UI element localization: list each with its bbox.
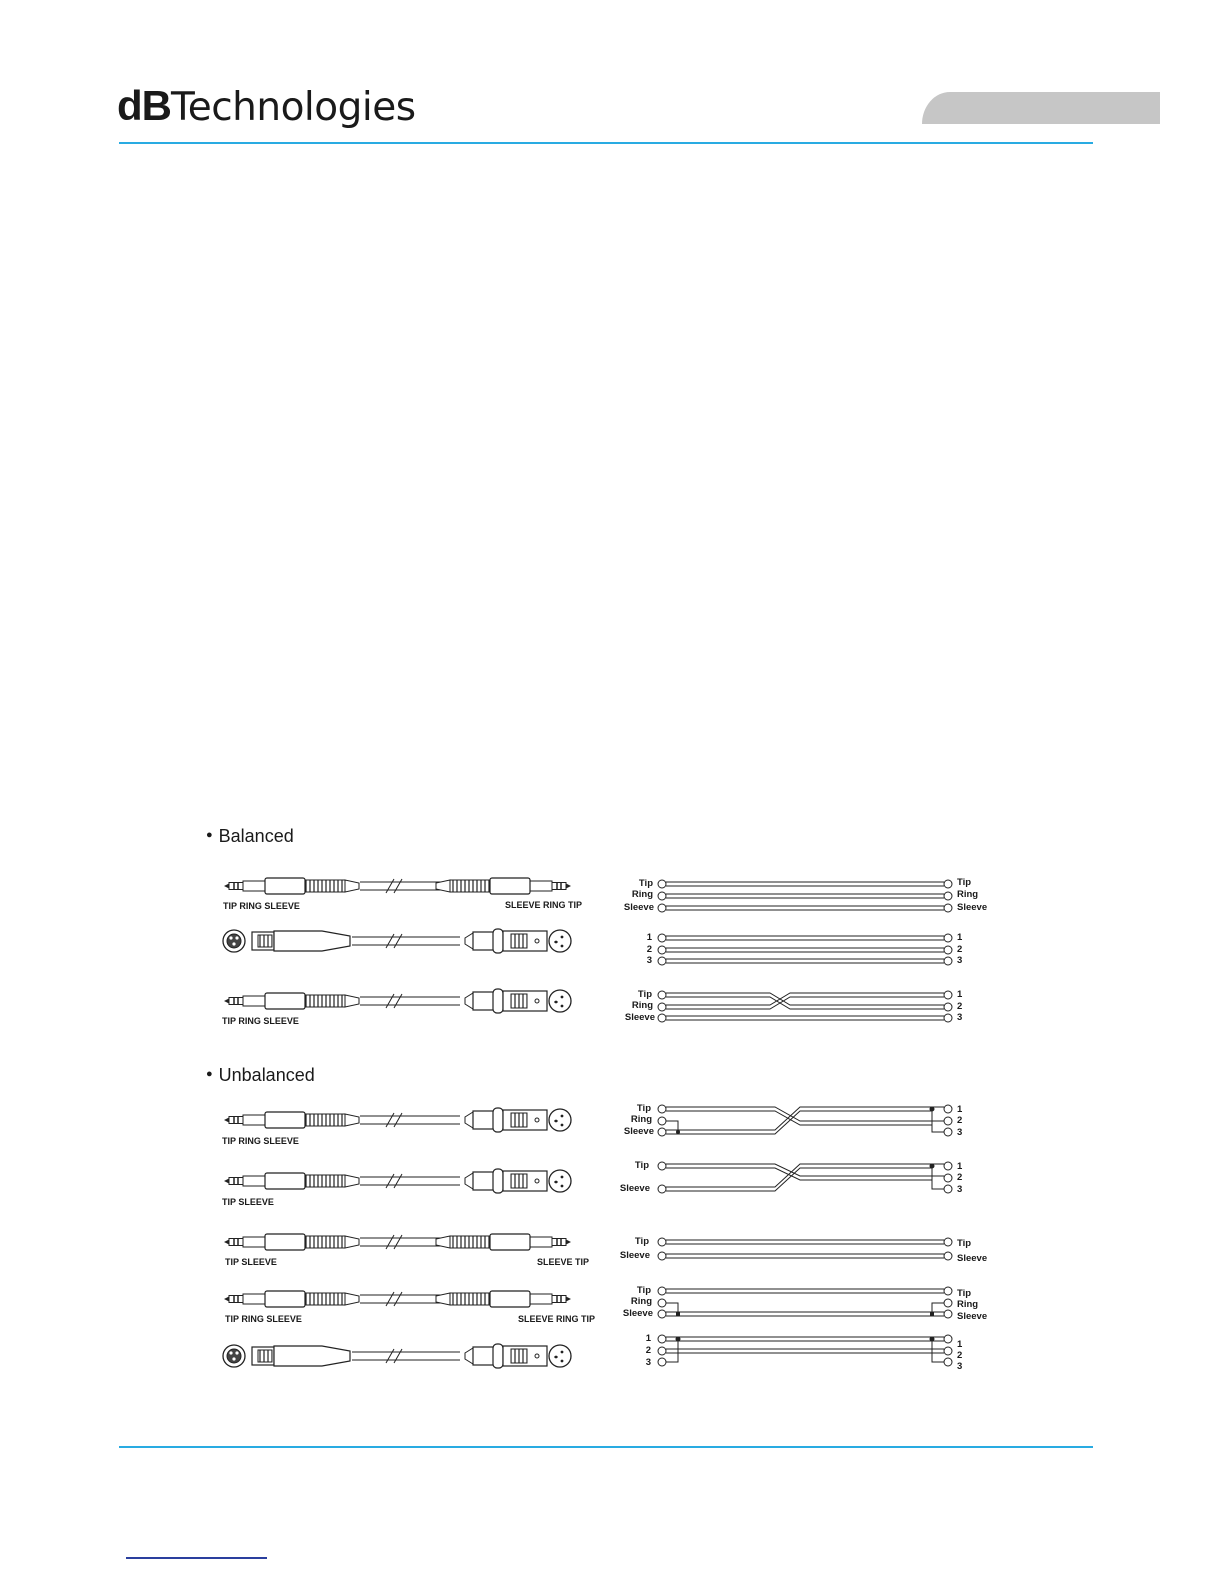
wire-label-sleeve: Sleeve xyxy=(619,1183,650,1194)
wire-label-pin3: 3 xyxy=(957,1127,963,1138)
wire-label-sleeve: Sleeve xyxy=(623,1126,654,1137)
caption-sleeve-ring-tip: SLEEVE RING TIP xyxy=(505,900,583,910)
wire-label-ring: Ring xyxy=(957,1299,979,1310)
wire-label-tip: Tip xyxy=(637,989,652,1000)
wire-label-pin2: 2 xyxy=(957,1172,963,1183)
wiring-diagrams xyxy=(658,880,952,1366)
cable-bal-jack-xlr xyxy=(224,989,571,1013)
caption-tip-ring-sleeve: TIP RING SLEEVE xyxy=(223,901,300,911)
wiring-unbal-5 xyxy=(658,1335,952,1366)
cable-unbal-trs-trs xyxy=(224,1291,571,1307)
wiring-unbal-3 xyxy=(658,1238,952,1260)
section-title-balanced: ● Balanced xyxy=(206,826,294,846)
caption-tip-ring-sleeve: TIP RING SLEEVE xyxy=(225,1314,302,1324)
caption-tip-ring-sleeve: TIP RING SLEEVE xyxy=(222,1016,299,1026)
wire-label-pin2: 2 xyxy=(957,1001,963,1012)
caption-sleeve-tip: SLEEVE TIP xyxy=(537,1257,590,1267)
wire-label-pin3: 3 xyxy=(646,955,652,966)
brand-logo-technologies: Technologies xyxy=(171,85,416,130)
wire-label-tip: Tip xyxy=(957,1288,972,1299)
wiring-unbal-1 xyxy=(658,1105,952,1136)
wiring-bal-2 xyxy=(658,934,952,965)
wire-label-tip: Tip xyxy=(957,877,972,888)
wire-label-sleeve: Sleeve xyxy=(957,1253,988,1264)
wire-label-sleeve: Sleeve xyxy=(619,1250,650,1261)
wire-label-ring: Ring xyxy=(631,889,653,900)
wire-label-pin1: 1 xyxy=(957,1339,963,1350)
cable-bal-jack-jack xyxy=(224,878,571,894)
wire-label-pin1: 1 xyxy=(957,989,963,1000)
wire-label-tip: Tip xyxy=(636,1103,651,1114)
brand-logo-db: dB xyxy=(117,82,171,129)
wire-label-pin2: 2 xyxy=(957,1115,963,1126)
section-title-unbalanced: ● Unbalanced xyxy=(206,1065,315,1085)
wire-label-pin1: 1 xyxy=(957,932,963,943)
cable-unbal-xlr-xlr xyxy=(223,1344,571,1368)
wire-label-pin1: 1 xyxy=(957,1104,963,1115)
wiring-unbal-4 xyxy=(658,1287,952,1318)
wiring-unbal-2 xyxy=(658,1162,952,1193)
wire-label-ring: Ring xyxy=(630,1296,652,1307)
wire-label-ring: Ring xyxy=(631,1000,653,1011)
cable-bal-xlr-xlr xyxy=(223,929,571,953)
wire-label-sleeve: Sleeve xyxy=(957,1311,988,1322)
caption-tip-ring-sleeve: TIP RING SLEEVE xyxy=(222,1136,299,1146)
wire-label-pin3: 3 xyxy=(957,955,963,966)
wire-label-sleeve: Sleeve xyxy=(957,902,988,913)
wire-label-pin3: 3 xyxy=(957,1361,963,1372)
wire-label-pin1: 1 xyxy=(645,1333,651,1344)
caption-sleeve-ring-tip: SLEEVE RING TIP xyxy=(518,1314,596,1324)
footer-rule xyxy=(119,1446,1093,1448)
bullet-icon: ● xyxy=(206,1068,213,1080)
wire-label-pin2: 2 xyxy=(646,944,652,955)
wire-label-tip: Tip xyxy=(636,1285,651,1296)
wire-label-ring: Ring xyxy=(957,889,979,900)
wire-label-tip: Tip xyxy=(634,1160,649,1171)
caption-tip-sleeve: TIP SLEEVE xyxy=(222,1197,274,1207)
wire-label-pin2: 2 xyxy=(957,944,963,955)
wire-label-pin3: 3 xyxy=(645,1357,651,1368)
caption-tip-sleeve: TIP SLEEVE xyxy=(225,1257,277,1267)
wire-label-tip: Tip xyxy=(634,1236,649,1247)
cable-unbal-ts-ts xyxy=(224,1234,571,1250)
wire-label-pin3: 3 xyxy=(957,1184,963,1195)
bullet-icon: ● xyxy=(206,829,213,841)
cable-unbal-ts-xlr xyxy=(224,1169,571,1193)
wire-label-sleeve: Sleeve xyxy=(622,1308,653,1319)
wiring-bal-1 xyxy=(658,880,952,912)
wire-label-pin2: 2 xyxy=(957,1350,963,1361)
cable-unbal-trs-xlr xyxy=(224,1108,571,1132)
wire-label-pin1: 1 xyxy=(957,1161,963,1172)
wire-label-pin1: 1 xyxy=(646,932,652,943)
wire-label-ring: Ring xyxy=(630,1114,652,1125)
footer-link-underline[interactable] xyxy=(126,1557,267,1559)
wire-label-pin2: 2 xyxy=(645,1345,651,1356)
wire-label-sleeve: Sleeve xyxy=(623,902,654,913)
wiring-bal-3 xyxy=(658,991,952,1022)
wire-label-pin3: 3 xyxy=(957,1012,963,1023)
wire-label-tip: Tip xyxy=(638,878,653,889)
wire-label-sleeve: Sleeve xyxy=(624,1012,655,1023)
wire-label-tip: Tip xyxy=(957,1238,972,1249)
